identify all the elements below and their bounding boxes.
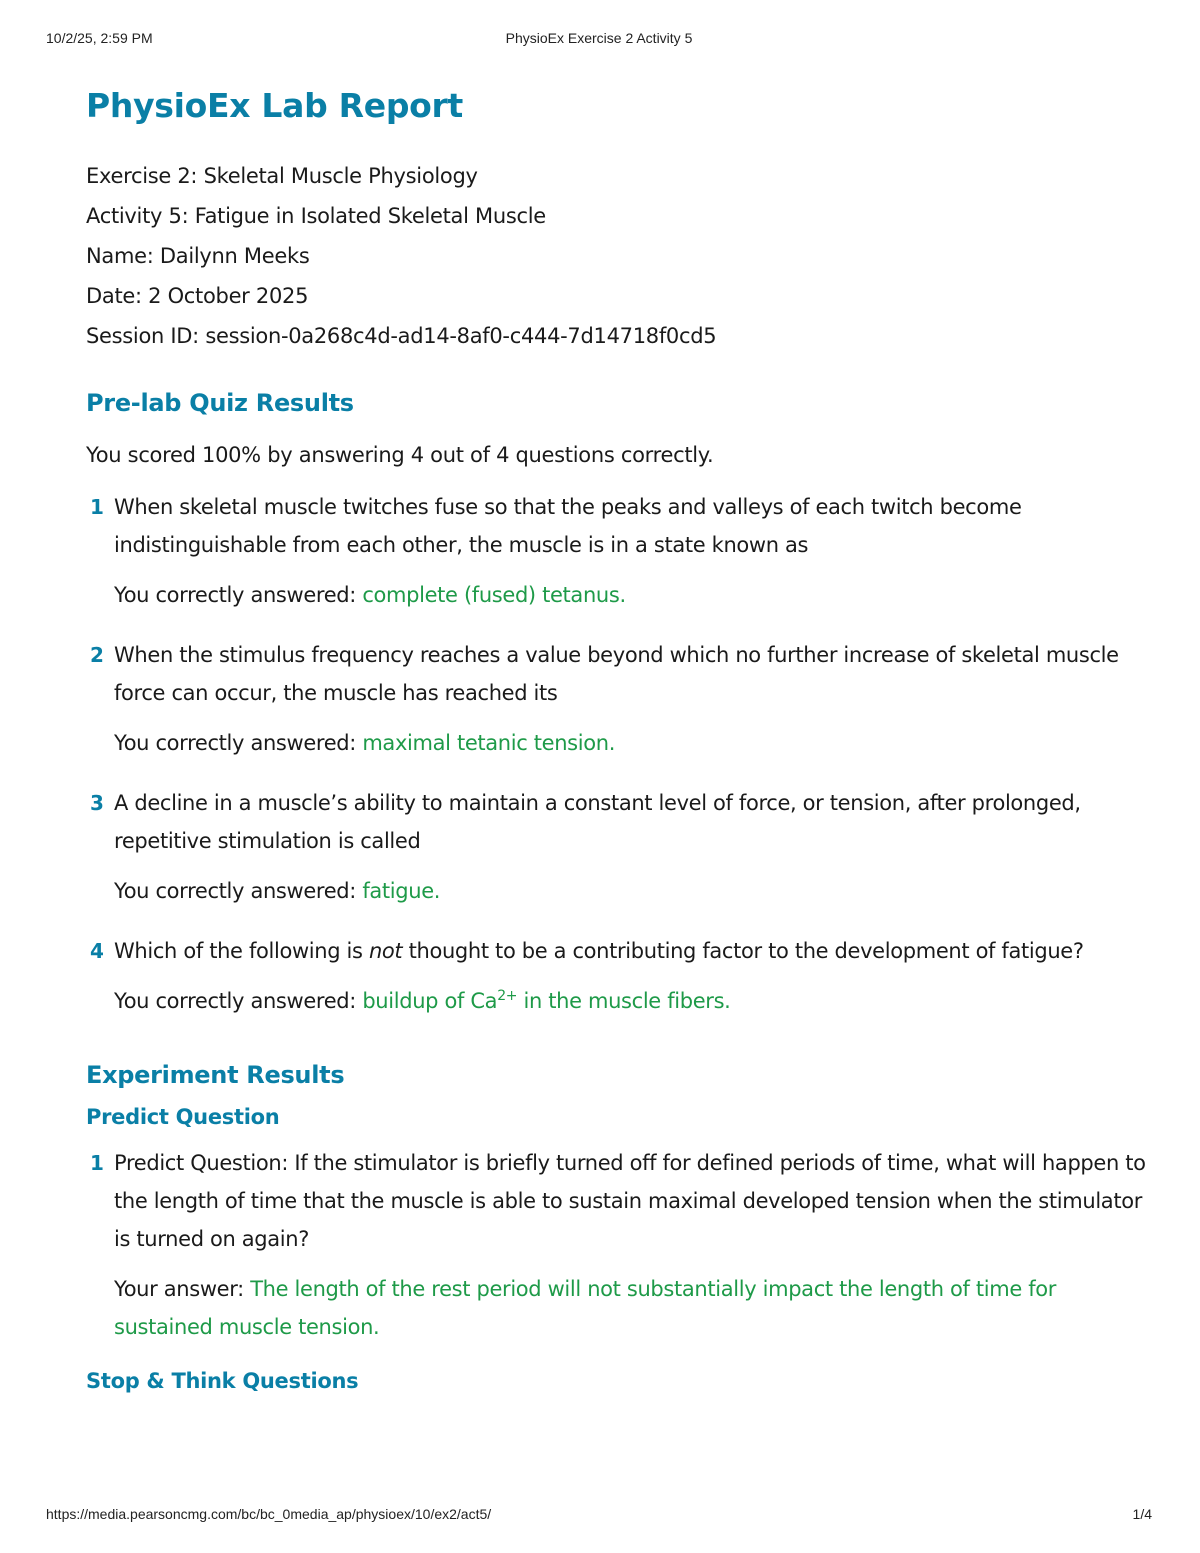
question-text: When the stimulus frequency reaches a value beyond which no further increase of skeletal muscle force can occur, the muscle has reached its bbox=[114, 643, 1119, 705]
session-line: Session ID: session-0a268c4d-ad14-8af0-c444-7d14718f0cd5 bbox=[86, 324, 717, 348]
stop-think-heading: Stop & Think Questions bbox=[86, 1369, 359, 1393]
quiz-question-1 bbox=[86, 488, 1146, 614]
print-page-title: PhysioEx Exercise 2 Activity 5 bbox=[505, 30, 693, 46]
answer-superscript: 2+ bbox=[497, 988, 518, 1004]
print-datetime: 10/2/25, 2:59 PM bbox=[46, 30, 153, 46]
exercise-line: Exercise 2: Skeletal Muscle Physiology bbox=[86, 164, 478, 188]
quiz-question-4 bbox=[86, 932, 1146, 1020]
question-text: A decline in a muscle’s ability to maintain a constant level of force, or tension, after prolonged, repetitive stimulation is called bbox=[114, 791, 1081, 853]
answer-prefix: You correctly answered: bbox=[114, 879, 363, 903]
question-answer bbox=[114, 982, 1146, 1020]
question-text bbox=[114, 932, 1146, 970]
print-footer bbox=[46, 1506, 1152, 1526]
question-answer bbox=[114, 1270, 1146, 1346]
activity-line: Activity 5: Fatigue in Isolated Skeletal Muscle bbox=[86, 204, 546, 228]
experiment-heading: Experiment Results bbox=[86, 1061, 345, 1089]
prelab-heading: Pre-lab Quiz Results bbox=[86, 389, 354, 417]
question-number: 4 bbox=[90, 939, 104, 963]
answer-prefix: Your answer: bbox=[114, 1277, 251, 1301]
question-text: When skeletal muscle twitches fuse so that the peaks and valleys of each twitch become indistinguishable from each other, the muscle is in a state known as bbox=[114, 495, 1022, 557]
answer-value: The length of the rest period will not substantially impact the length of time for sustained muscle tension. bbox=[114, 1277, 1057, 1339]
date-line: Date: 2 October 2025 bbox=[86, 284, 309, 308]
answer-prefix: You correctly answered: bbox=[114, 731, 363, 755]
question-text-part: thought to be a contributing factor to the development of fatigue? bbox=[402, 939, 1084, 963]
print-header bbox=[46, 30, 1152, 50]
name-line: Name: Dailynn Meeks bbox=[86, 244, 310, 268]
print-page-number: 1/4 bbox=[1132, 1506, 1152, 1522]
quiz-question-2 bbox=[86, 636, 1146, 762]
answer-value: maximal tetanic tension. bbox=[362, 731, 616, 755]
question-number: 2 bbox=[90, 643, 104, 667]
question-text-emphasis: not bbox=[368, 939, 403, 963]
answer-value: fatigue. bbox=[362, 879, 441, 903]
answer-value bbox=[362, 989, 730, 1013]
question-answer bbox=[114, 724, 1146, 762]
print-url: https://media.pearsoncmg.com/bc/bc_0media_ap/physioex/10/ex2/act5/ bbox=[46, 1506, 492, 1522]
answer-prefix: You correctly answered: bbox=[114, 583, 363, 607]
answer-part: in the muscle fibers. bbox=[517, 989, 731, 1013]
question-text: Predict Question: If the stimulator is briefly turned off for defined periods of time, what will happen to the length of time that the muscle is able to sustain maximal developed tension when the stimulator is turned on again? bbox=[114, 1151, 1146, 1251]
question-number: 1 bbox=[90, 1151, 104, 1175]
report-meta bbox=[86, 156, 1146, 356]
answer-prefix: You correctly answered: bbox=[114, 989, 363, 1013]
predict-heading: Predict Question bbox=[86, 1105, 280, 1129]
answer-value: complete (fused) tetanus. bbox=[362, 583, 626, 607]
question-number: 1 bbox=[90, 495, 104, 519]
answer-part: buildup of Ca bbox=[362, 989, 498, 1013]
question-number: 3 bbox=[90, 791, 104, 815]
report-title: PhysioEx Lab Report bbox=[86, 86, 463, 125]
quiz-question-3 bbox=[86, 784, 1146, 910]
question-text-part: Which of the following is bbox=[114, 939, 369, 963]
predict-question-1 bbox=[86, 1144, 1146, 1346]
prelab-score: You scored 100% by answering 4 out of 4 questions correctly. bbox=[86, 443, 714, 467]
lab-report bbox=[86, 84, 1146, 1396]
question-answer bbox=[114, 872, 1146, 910]
question-answer bbox=[114, 576, 1146, 614]
